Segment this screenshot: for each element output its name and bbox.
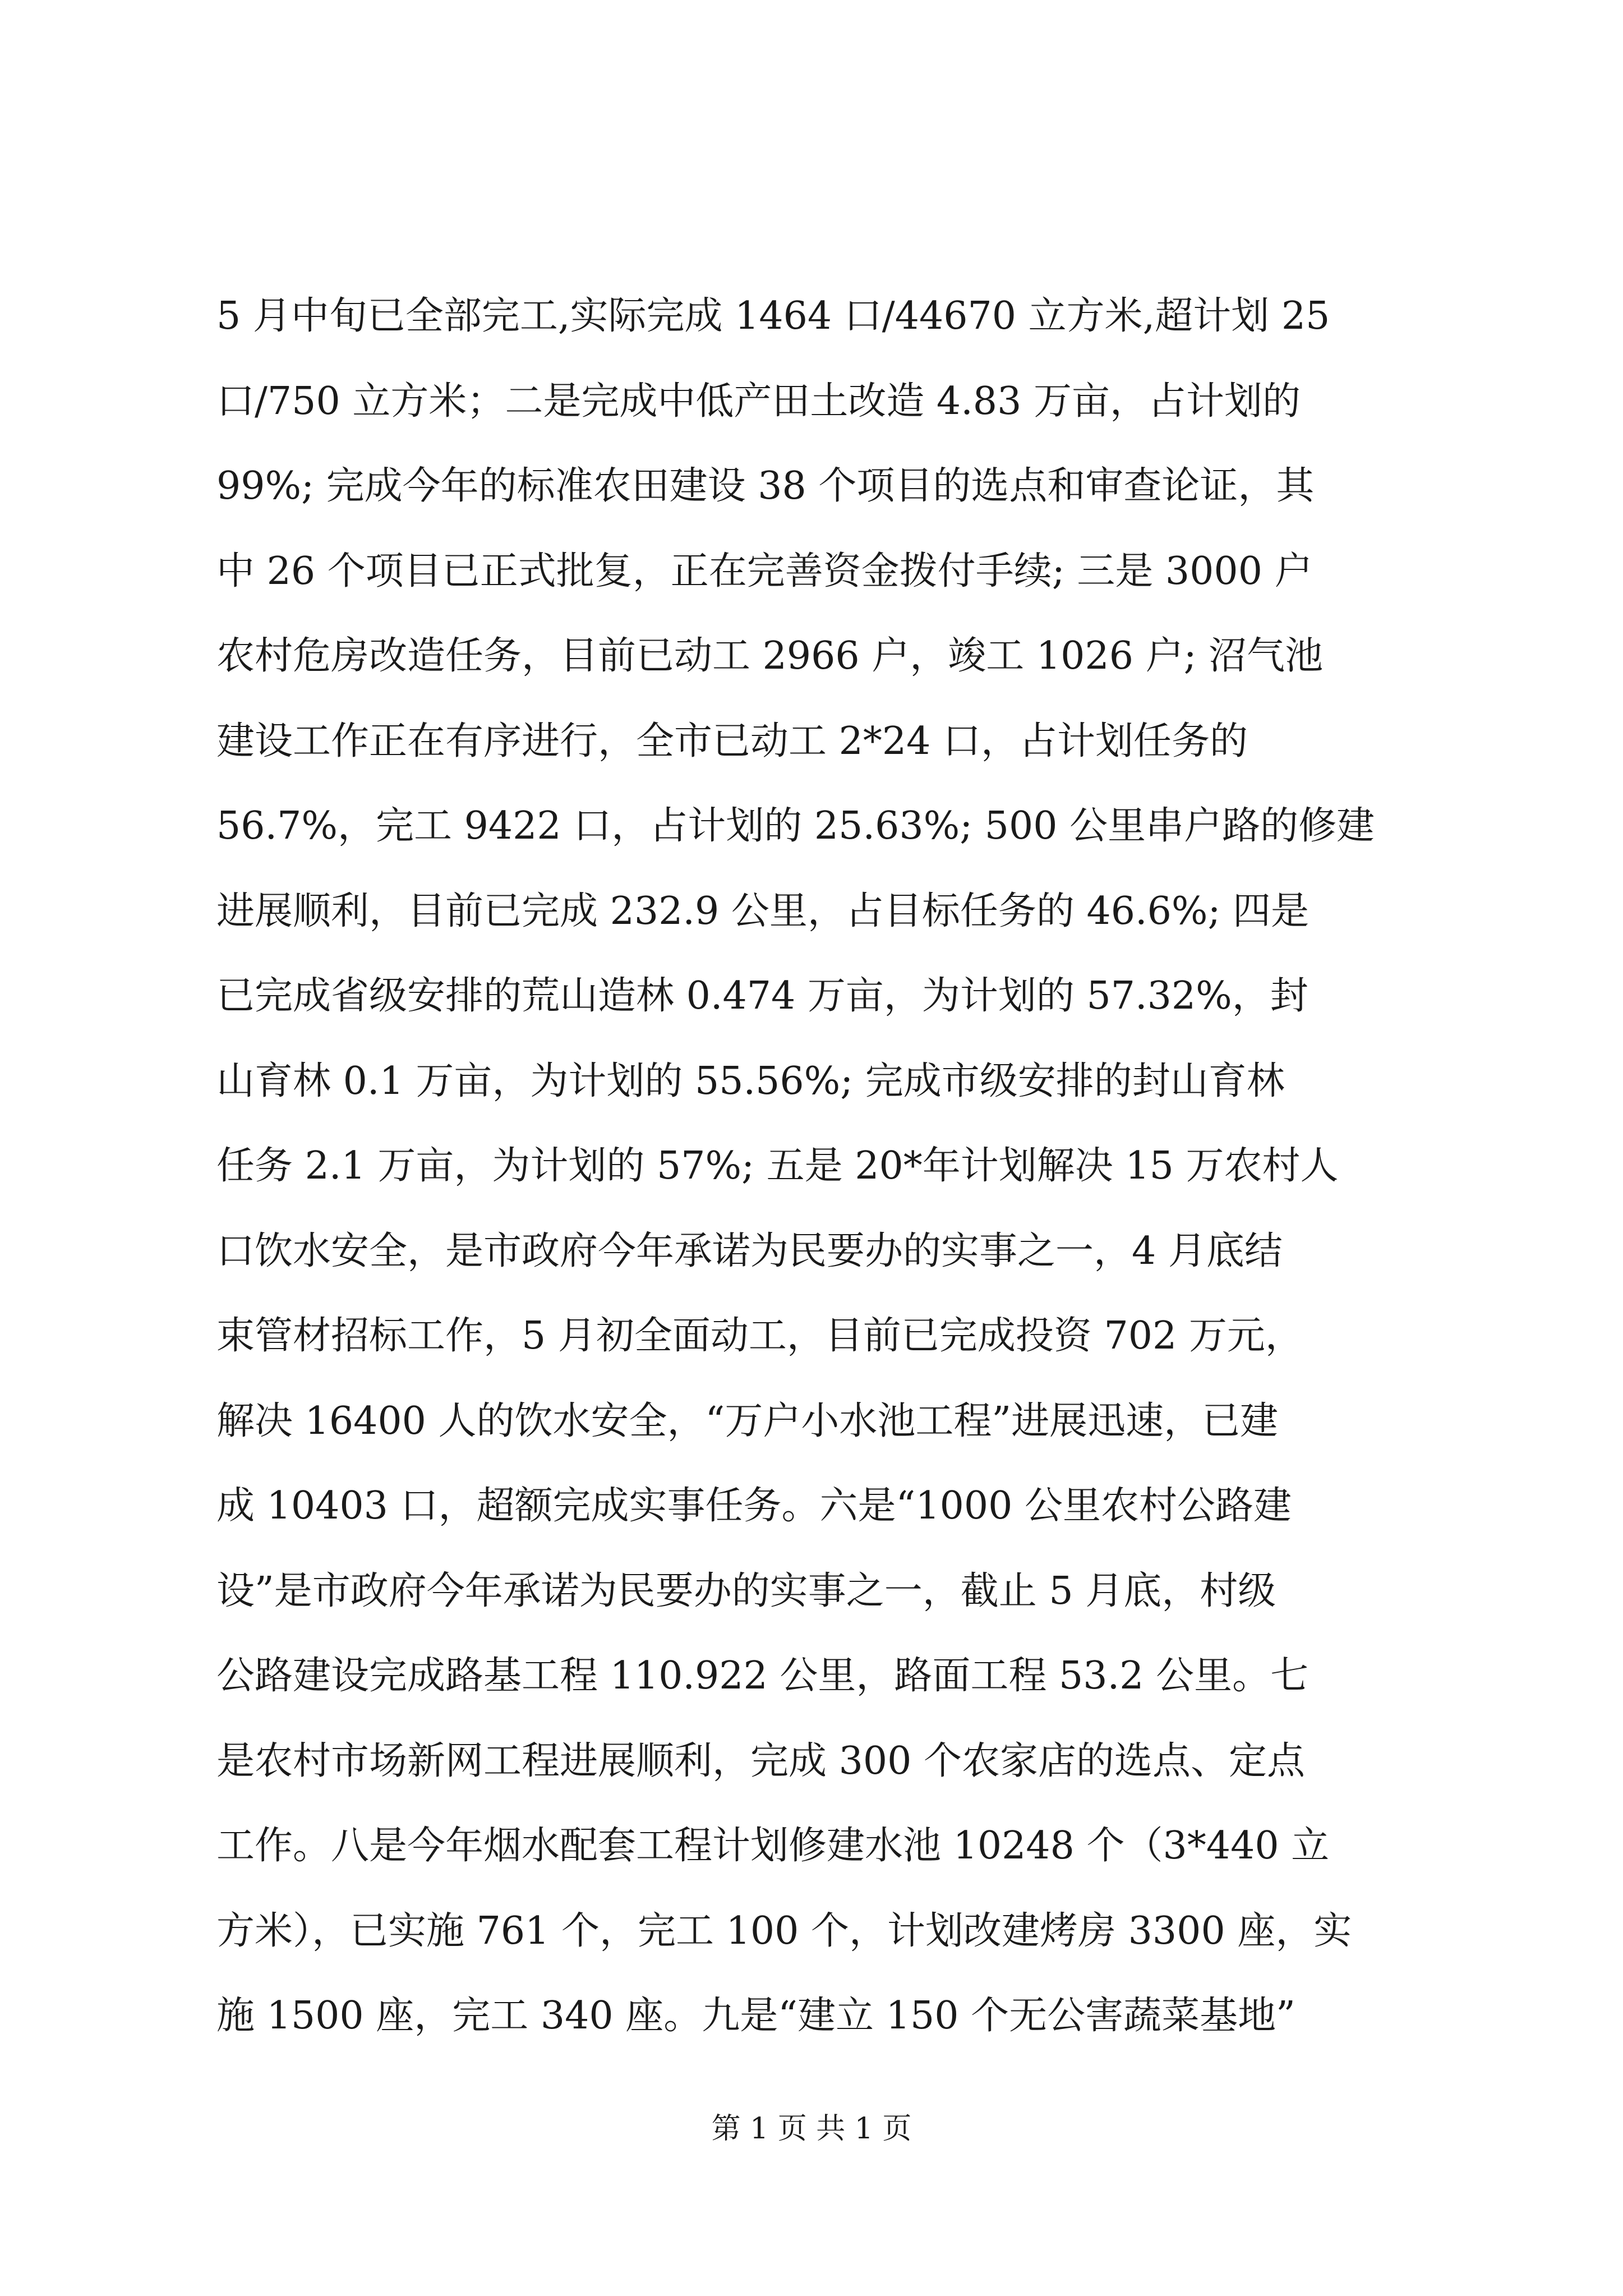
text-line: 成 10403 口，超额完成实事任务。六是“1000 公里农村公路建: [216, 1484, 1292, 1528]
text-line: 设”是市政府今年承诺为民要办的实事之一，截止 5 月底，村级: [216, 1568, 1276, 1613]
text-line: 5 月中旬已全部完工,实际完成 1464 口/44670 立方米,超计划 25: [216, 294, 1330, 338]
body-text: [216, 274, 1405, 2059]
text-line: 99%; 完成今年的标准农田建设 38 个项目的选点和审查论证，其: [216, 464, 1315, 508]
text-line: 施 1500 座，完工 340 座。九是“建立 150 个无公害蔬菜基地”: [216, 1994, 1295, 2038]
text-line: 工作。八是今年烟水配套工程计划修建水池 10248 个（3*440 立: [216, 1824, 1330, 1868]
text-line: 农村危房改造任务，目前已动工 2966 户，竣工 1026 户; 沼气池: [216, 634, 1324, 678]
page-footer: 第 1 页 共 1 页: [711, 2112, 912, 2146]
text-line: 口饮水安全，是市政府今年承诺为民要办的实事之一，4 月底结: [216, 1228, 1283, 1273]
text-line: 任务 2.1 万亩，为计划的 57%; 五是 20*年计划解决 15 万农村人: [216, 1144, 1339, 1188]
text-line: 中 26 个项目已正式批复，正在完善资金拨付手续; 三是 3000 户: [216, 549, 1313, 593]
text-line: 解决 16400 人的饮水安全，“万户小水池工程”进展迅速，已建: [216, 1398, 1279, 1443]
text-line: 束管材招标工作，5 月初全面动工，目前已完成投资 702 万元，: [216, 1314, 1303, 1358]
text-line: 公路建设完成路基工程 110.922 公里，路面工程 53.2 公里。七: [216, 1654, 1309, 1698]
text-line: 口/750 立方米；二是完成中低产田土改造 4.83 万亩，占计划的: [216, 379, 1301, 424]
text-line: 是农村市场新网工程进展顺利，完成 300 个农家店的选点、定点: [216, 1738, 1306, 1783]
text-line: 已完成省级安排的荒山造林 0.474 万亩，为计划的 57.32%，封: [216, 974, 1308, 1018]
text-line: 进展顺利，目前已完成 232.9 公里，占目标任务的 46.6%; 四是: [216, 889, 1310, 933]
text-line: 山育林 0.1 万亩，为计划的 55.56%; 完成市级安排的封山育林: [216, 1059, 1285, 1103]
text-line: 建设工作正在有序进行，全市已动工 2*24 口，占计划任务的: [216, 719, 1248, 763]
text-line: 方米），已实施 761 个，完工 100 个，计划改建烤房 3300 座，实: [216, 1908, 1352, 1953]
text-line: 56.7%，完工 9422 口，占计划的 25.63%; 500 公里串户路的修建: [216, 804, 1375, 848]
